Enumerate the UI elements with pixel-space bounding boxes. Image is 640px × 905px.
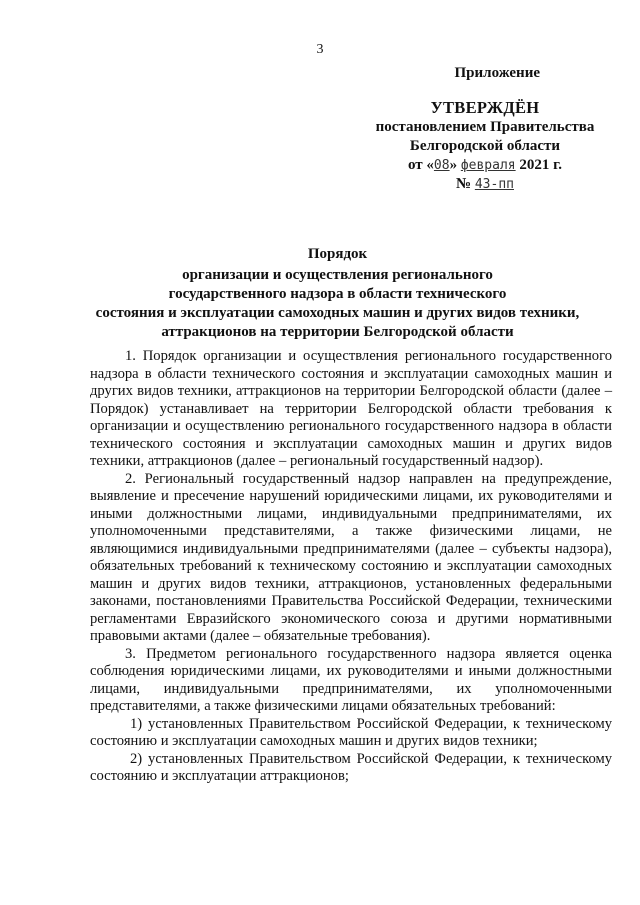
document-title [60,245,615,342]
title-line-4: аттракционов на территории Белгородской области [161,324,514,340]
date-prefix: от « [408,157,434,173]
paragraph-2: 2. Региональный государственный надзор направлен на предупреждение, выявление и пресечение нарушений юридическими лицами, их руководителями и иными должностными лицами, индивидуальными предпринимателями, их уполномоченными представителями, а также физическими лицами, не являющимися индивидуальными предпринимателями (далее – субъекты надзора), обязательных требований к техническому состоянию и эксплуатации самоходных машин и других видов техники, аттракционов, установленных федеральными законами, постановлениями Правительства Российской Федерации, техническими регламентами Евразийского экономического союза и другими нормативными правовыми актами (далее – обязательные требования). [90,470,612,644]
approved-label: УТВЕРЖДЁН [430,98,540,117]
subitem-1: 1) установленных Правительством Российской Федерации, к техническому состоянию и эксплуатации самоходных машин и других видов техники; [90,715,612,749]
number-prefix: № [456,176,475,192]
date-day: 08 [433,158,450,173]
title-heading: Порядок [307,246,368,262]
page-number: 3 [316,42,324,57]
resolution-label: постановлением Правительства [375,119,595,135]
paragraph-3: 3. Предметом регионального государственного надзора является оценка соблюдения юридическими лицами, их руководителями и иными должностными лицами, индивидуальными предпринимателями, их уполномоченными представителями, а также физическими лицами обязательных требований: [90,645,612,714]
approval-block [360,64,610,194]
title-line-1: организации и осуществления регионального [182,267,493,283]
document-body [90,348,612,786]
date-suffix: 2021 г. [515,157,562,173]
paragraph-1: 1. Порядок организации и осуществления регионального государственного надзора в области технического состояния и эксплуатации самоходных машин и других видов техники, аттракционов на территории Белгородской области (далее – Порядок) устанавливает на территории Белгородской области требования к организации и осуществлению регионального государственного надзора в области технического состояния и эксплуатации самоходных машин и других видов техники, аттракционов (далее – региональный государственный надзор). [90,348,612,469]
title-line-3: состояния и эксплуатации самоходных машин и других видов техники, [95,305,580,321]
date-mid: » [449,157,461,173]
approval-number [360,175,610,194]
subitem-2: 2) установленных Правительством Российской Федерации, к техническому состоянию и эксплуатации аттракционов; [90,750,612,784]
number-value: 43-пп [474,177,514,192]
appendix-label: Приложение [454,65,540,81]
date-month: февраля [460,158,516,173]
approval-date [360,156,610,175]
region-label: Белгородской области [409,138,561,154]
title-line-2: государственного надзора в области технического [168,286,507,302]
